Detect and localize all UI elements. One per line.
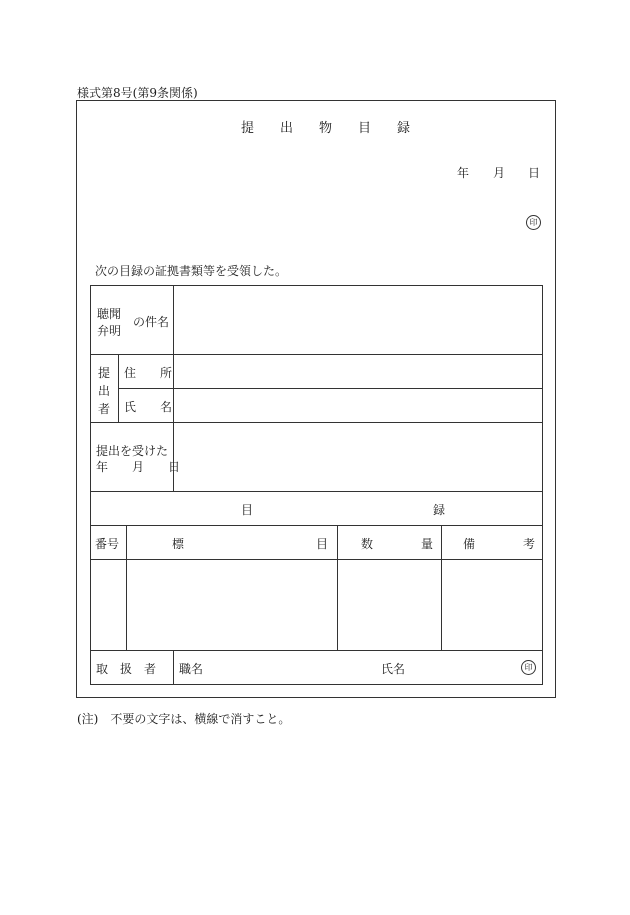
- address-label: 住 所: [124, 366, 173, 380]
- submitter-label-char-2: 出: [98, 384, 111, 398]
- case-label-suffix: の件名: [133, 315, 170, 329]
- received-date-label-line1: 提出を受けた: [96, 444, 169, 458]
- handler-label: 取 扱 者: [96, 662, 157, 676]
- column-divider: [441, 525, 442, 650]
- column-header-number: 番号: [95, 537, 120, 551]
- footnote: (注) 不要の文字は、横線で消すこと。: [77, 712, 291, 726]
- submitter-label-char-3: 者: [98, 402, 111, 416]
- seal-icon: 印: [526, 215, 541, 230]
- row-divider: [118, 388, 542, 389]
- row-divider: [91, 525, 542, 526]
- row-divider: [91, 559, 542, 560]
- column-header-item: 標 目: [172, 537, 329, 551]
- case-label-explanation: 弁明: [97, 324, 122, 338]
- column-divider: [173, 650, 174, 684]
- column-header-remarks: 備 考: [463, 537, 536, 551]
- column-divider: [118, 354, 119, 422]
- date-day-label: 日: [528, 166, 541, 180]
- row-divider: [91, 491, 542, 492]
- row-divider: [91, 422, 542, 423]
- column-divider: [126, 525, 127, 650]
- date-year-label: 年: [457, 166, 470, 180]
- name-label: 氏 名: [124, 400, 173, 414]
- date-month-label: 月: [493, 166, 506, 180]
- inventory-title: 目 録: [241, 503, 446, 517]
- handler-name-label: 氏名: [381, 662, 406, 676]
- position-label: 職名: [179, 662, 204, 676]
- submission-table: [90, 285, 543, 685]
- handler-seal-icon: 印: [521, 660, 536, 675]
- row-divider: [91, 354, 542, 355]
- form-number-label: 様式第8号(第9条関係): [77, 86, 198, 100]
- document-title: 提 出 物 目 録: [241, 121, 411, 136]
- submitter-label-char-1: 提: [98, 366, 111, 380]
- column-divider: [337, 525, 338, 650]
- column-header-quantity: 数 量: [361, 537, 434, 551]
- received-date-label-line2: 年 月 日: [96, 460, 181, 474]
- case-label-hearing: 聴聞: [97, 307, 122, 321]
- receipt-statement: 次の目録の証拠書類等を受領した。: [95, 264, 288, 278]
- row-divider: [91, 650, 542, 651]
